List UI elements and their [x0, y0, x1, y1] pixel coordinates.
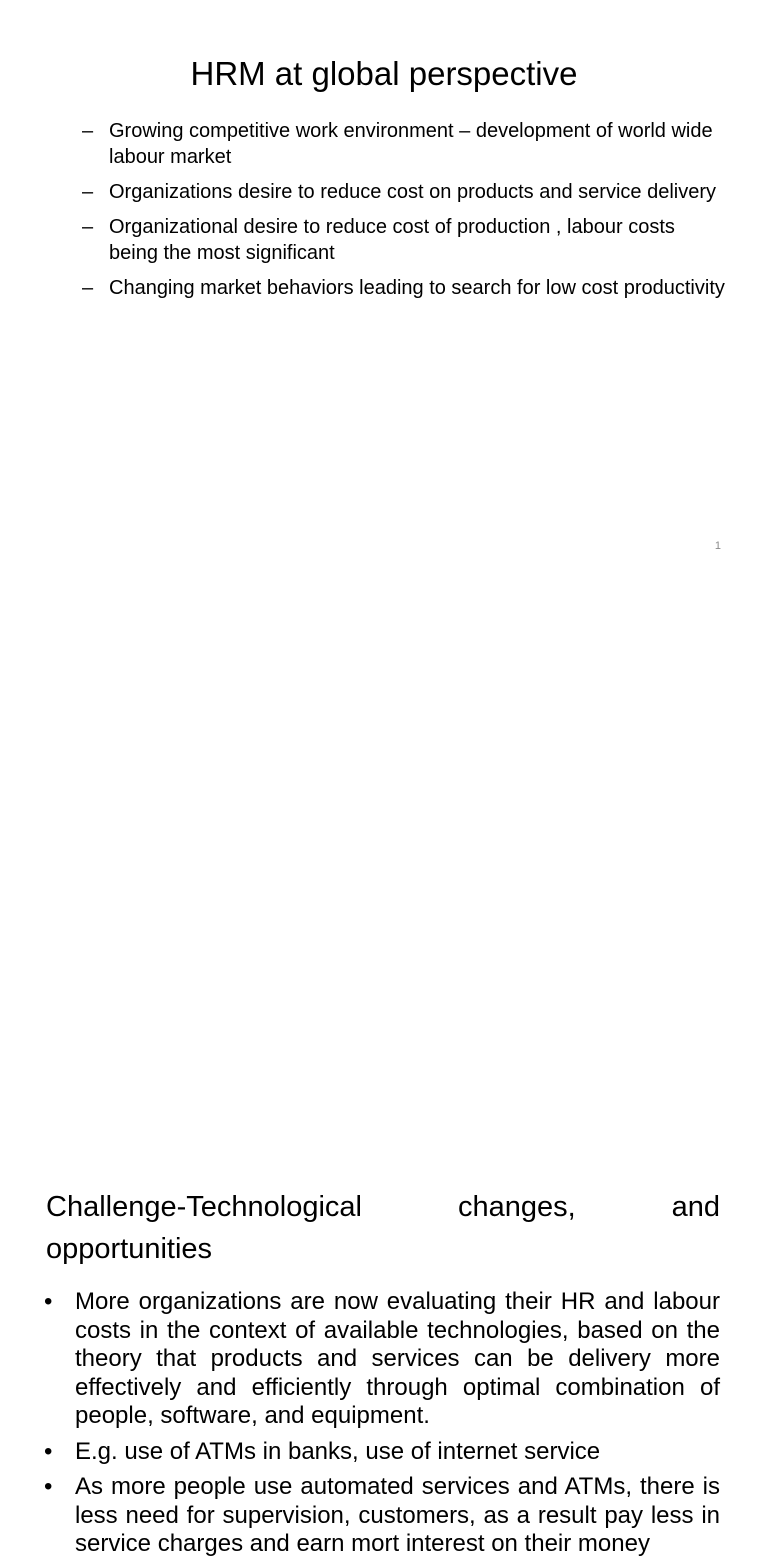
- bullet-dot-icon: •: [44, 1437, 53, 1465]
- slide-1-title: HRM at global perspective: [190, 55, 578, 92]
- list-item-text: E.g. use of ATMs in banks, use of internet service: [75, 1437, 601, 1465]
- page-number: 1: [714, 540, 721, 552]
- dash-bullet-icon: –: [82, 120, 94, 142]
- title-word: Challenge-Technological: [46, 1191, 362, 1223]
- slide-2-title: [46, 1186, 720, 1270]
- list-item-text: Growing competitive work environment – development of world wide labour market: [109, 120, 713, 168]
- list-item: [82, 214, 727, 266]
- slide-2: [0, 576, 768, 1557]
- list-item-text: Organizations desire to reduce cost on products and service delivery: [109, 181, 716, 203]
- list-item: [44, 1438, 720, 1467]
- title-line-2: opportunities: [46, 1233, 213, 1265]
- list-item: [82, 118, 727, 170]
- bullet-dot-icon: •: [44, 1473, 53, 1500]
- list-item-text: As more people use automated services and ATMs, there is less need for supervision, customers, as a result pay less in service charges and earn mort interest on their money: [75, 1473, 720, 1557]
- dash-bullet-icon: –: [82, 181, 94, 203]
- title-word: and: [671, 1191, 720, 1223]
- list-item: [44, 1473, 720, 1559]
- slide-2-bullet-list: [44, 1288, 720, 1566]
- title-word: changes,: [457, 1191, 576, 1223]
- list-item-text: Changing market behaviors leading to search for low cost productivity: [109, 277, 725, 299]
- slide-1: [0, 0, 768, 576]
- bullet-dot-icon: •: [44, 1288, 53, 1315]
- list-item: [82, 179, 727, 205]
- list-item-text: Organizational desire to reduce cost of production , labour costs being the most significant: [109, 216, 675, 264]
- list-item: [82, 275, 727, 301]
- list-item: [44, 1288, 720, 1431]
- dash-bullet-icon: –: [82, 277, 94, 299]
- title-line-1: [46, 1186, 720, 1228]
- list-item-text: More organizations are now evaluating their HR and labour costs in the context of available technologies, based on the theory that products and services can be delivery more effectively and efficiently through optimal combination of people, software, and equipment.: [75, 1288, 720, 1429]
- dash-bullet-icon: –: [82, 216, 94, 238]
- slide-1-bullet-list: [82, 118, 727, 310]
